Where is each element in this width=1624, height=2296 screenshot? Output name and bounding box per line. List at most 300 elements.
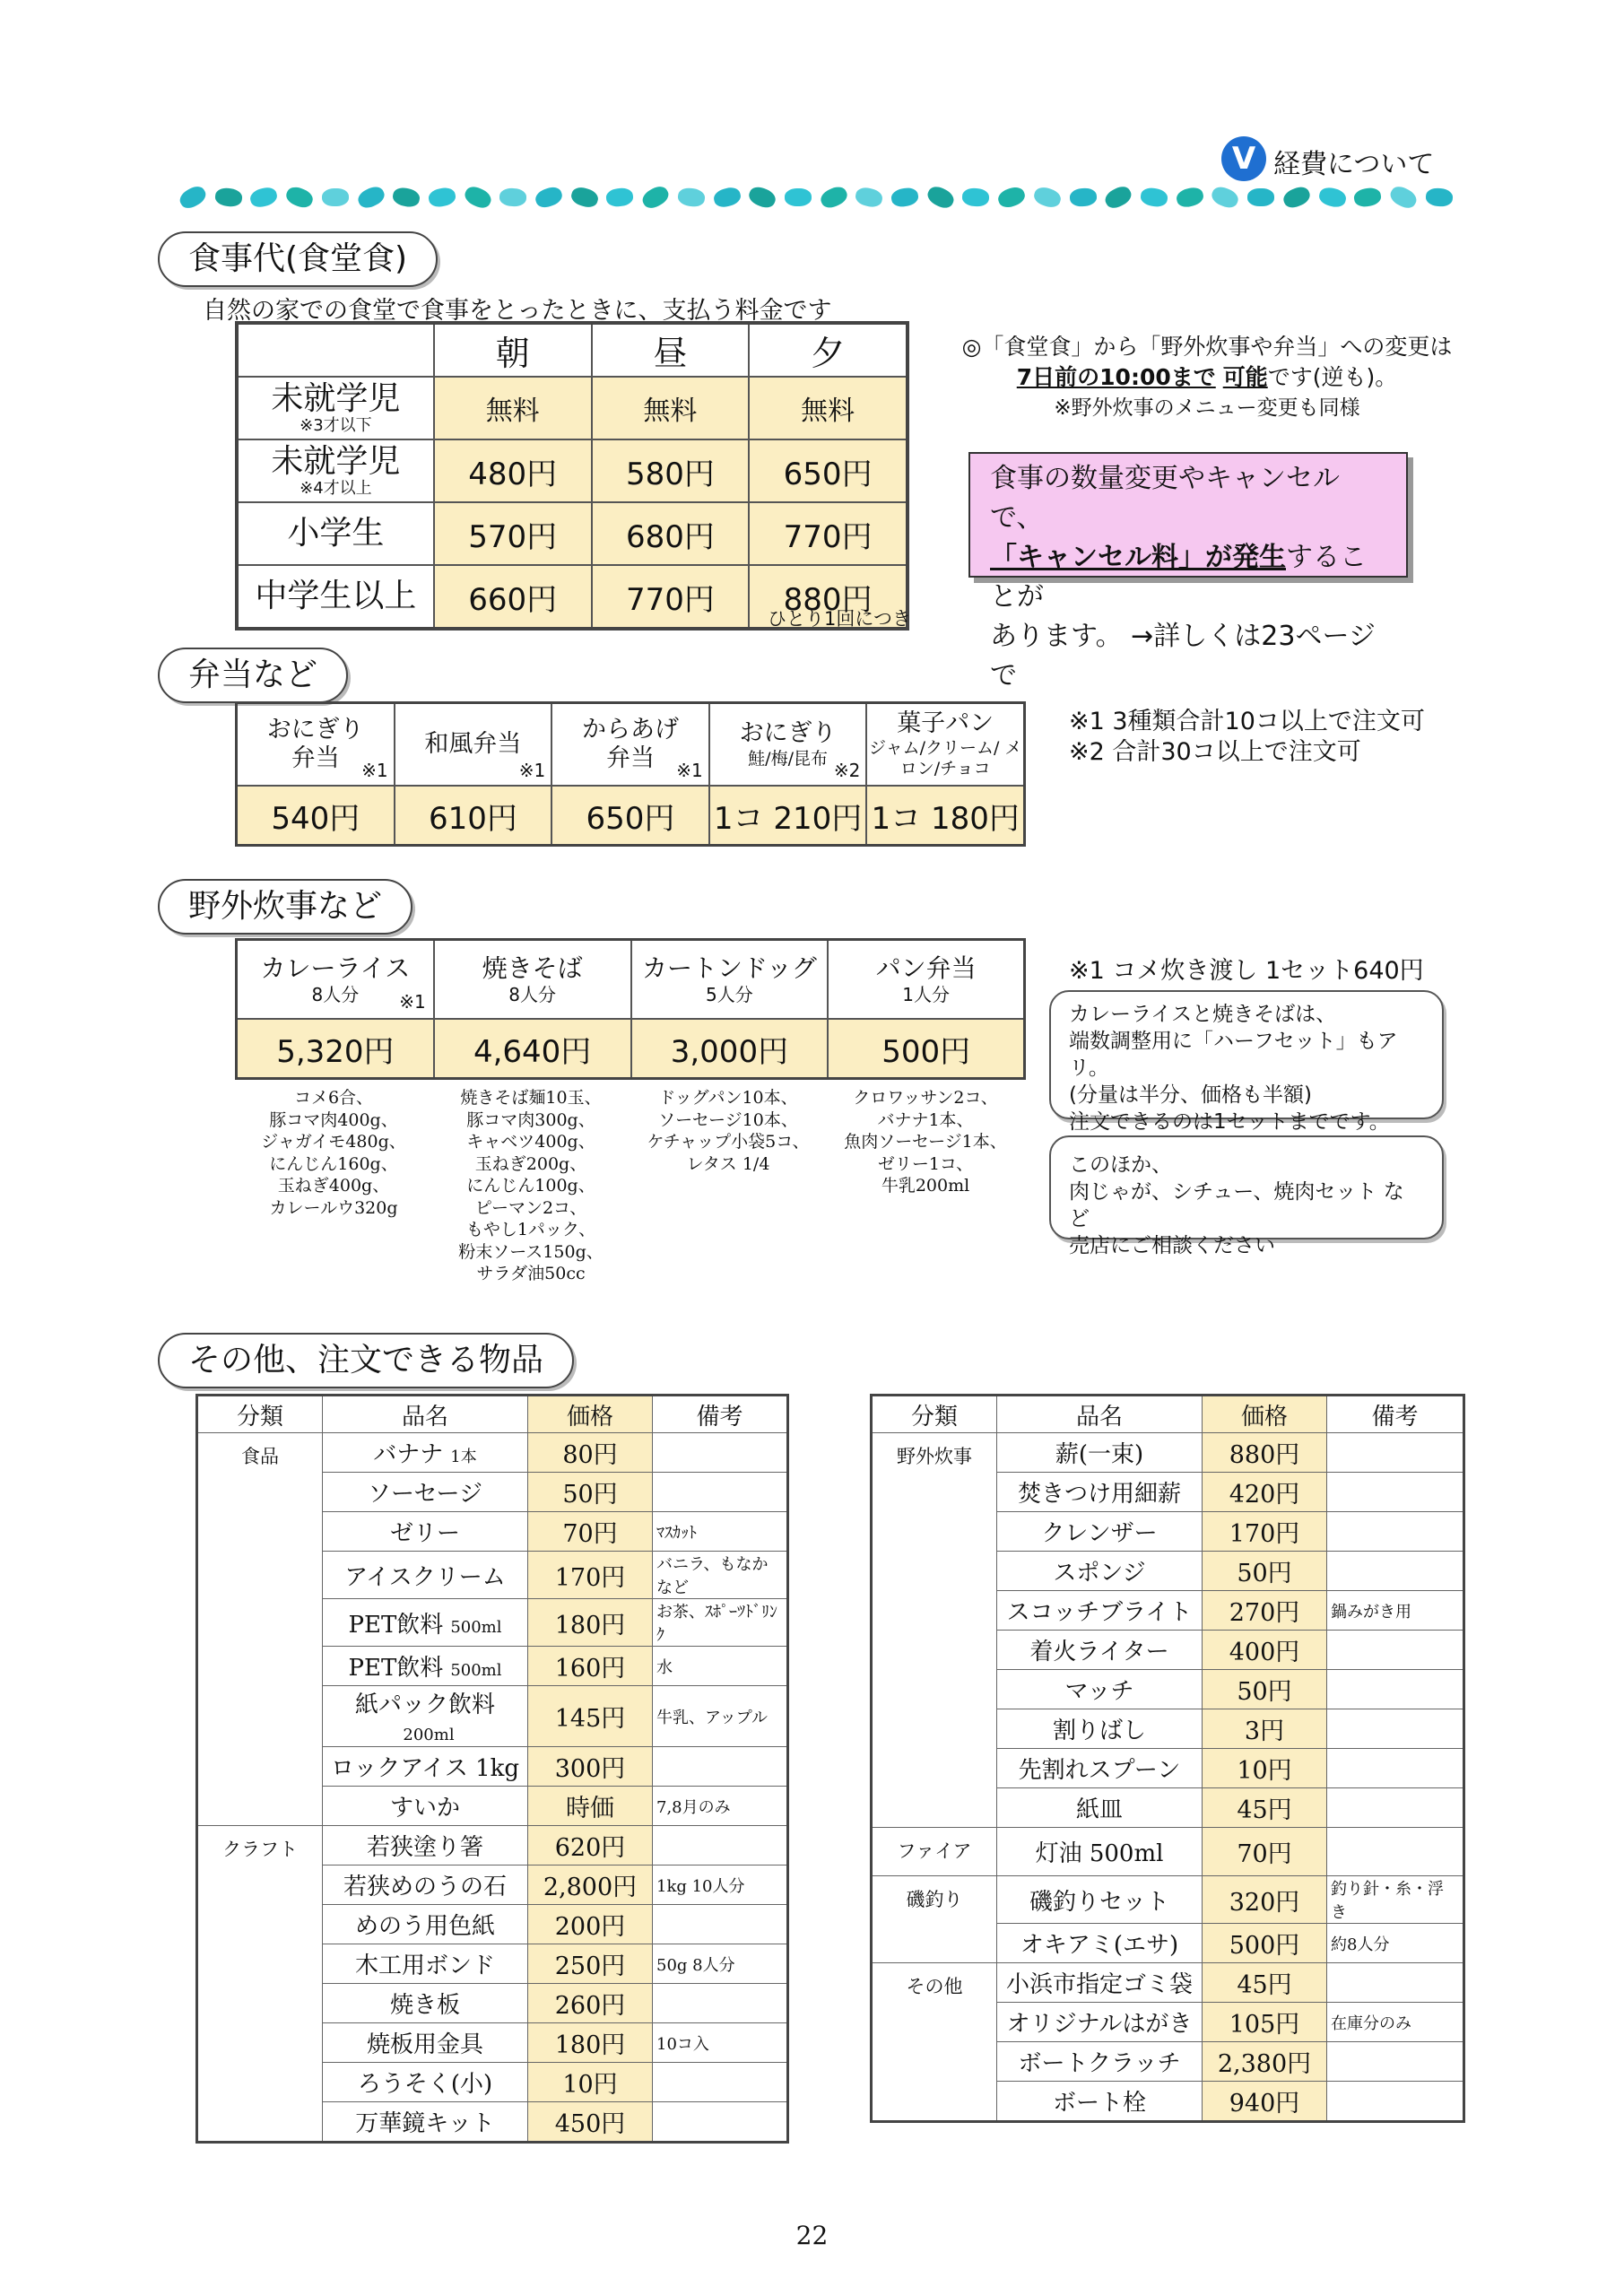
meal-header-blank: [237, 323, 434, 377]
section-title-others: その他、注文できる物品: [158, 1333, 574, 1388]
ingredient-line: ピーマン2コ、: [474, 1197, 587, 1218]
item-name-text: すいか: [389, 1795, 460, 1822]
item-name-text: ソーセージ: [368, 1481, 482, 1508]
item-name: [997, 2082, 1203, 2122]
item-remark: 1kg 10人分: [653, 1866, 788, 1905]
price-cell: 680円: [592, 502, 750, 565]
rice-note: ※1 コメ炊き渡し 1セット640円: [1069, 957, 1424, 985]
column-header: 品名: [323, 1396, 528, 1433]
row-label: 未就学児 ※4才以上: [237, 439, 434, 502]
item-remark: [653, 1826, 788, 1866]
item-name: [997, 1670, 1203, 1709]
price-cell: 480円: [434, 439, 592, 502]
ingredient-line: 牛乳200ml: [881, 1176, 970, 1196]
yagai-price: 4,640円: [434, 1019, 631, 1079]
item-remark: [653, 1905, 788, 1944]
yagai-table: [235, 938, 1026, 1080]
bento-name: おにぎり 鮭/梅/昆布 ※2: [709, 703, 867, 787]
decorative-dot: [711, 185, 742, 209]
column-header: 品名: [997, 1396, 1203, 1433]
item-name-text: アイスクリーム: [344, 1563, 506, 1591]
item-price: 180円: [528, 1599, 653, 1647]
item-name-text: 焼板用金具: [366, 2031, 483, 2058]
item-remark: [653, 2063, 788, 2102]
item-remark: [653, 1473, 788, 1512]
item-price: 50円: [1203, 1670, 1327, 1709]
decorative-dot: [177, 183, 209, 212]
item-remark: [653, 2102, 788, 2143]
item-name: [997, 1749, 1203, 1788]
item-name: [323, 1747, 528, 1787]
item-name-text: 焚きつけ用細薪: [1017, 1481, 1181, 1508]
item-remark: [1327, 1709, 1464, 1749]
change-note-line1: ◎「食堂食」から「野外炊事や弁当」への変更は: [961, 334, 1453, 360]
section-title-bento: 弁当など: [158, 648, 348, 703]
ingredient-line: 豚コマ肉300g、: [466, 1109, 595, 1130]
ingredient-line: 粉末ソース150g、: [458, 1241, 604, 1262]
item-price: 2,380円: [1203, 2042, 1327, 2082]
item-name-text: 紙皿: [1075, 1796, 1123, 1823]
item-name: [323, 1512, 528, 1552]
item-price: 105円: [1203, 2003, 1327, 2042]
decorative-dot: [996, 185, 1028, 211]
decorative-dot: [284, 184, 316, 210]
ingredients-cartondog: [630, 1087, 827, 1175]
ingredient-line: にんじん160g、: [269, 1153, 398, 1174]
item-name-text: 着火ライター: [1029, 1639, 1169, 1665]
half-set-note: [1049, 990, 1444, 1134]
item-name: [997, 1876, 1203, 1924]
decorative-dot: [1210, 184, 1241, 211]
item-name-text: 焼き板: [389, 1992, 460, 2019]
table-row: [872, 1876, 1464, 1924]
yagai-name: カートンドッグ 5人分: [631, 940, 829, 1020]
item-price: 450円: [528, 2102, 653, 2143]
decorative-dot: [890, 187, 920, 209]
ingredient-line: ジャガイモ480g、: [261, 1132, 406, 1152]
item-remark: [653, 1747, 788, 1787]
item-price: 50円: [1203, 1552, 1327, 1591]
item-unit: 1本: [450, 1448, 477, 1466]
ingredients-curry: [235, 1087, 432, 1219]
item-name: [323, 1905, 528, 1944]
decorative-dot: [747, 184, 778, 211]
item-remark: ﾏｽｶｯﾄ: [653, 1512, 788, 1552]
item-remark: [1327, 1670, 1464, 1709]
section-title-meal: 食事代(食堂食): [158, 231, 438, 287]
item-name-text: めのう用色紙: [354, 1913, 495, 1940]
item-name: [323, 2102, 528, 2143]
column-header: 価格: [1203, 1396, 1327, 1433]
box-line: このほか、: [1069, 1153, 1172, 1177]
item-name: [323, 2023, 528, 2063]
column-header: 分類: [197, 1396, 323, 1433]
item-name: [323, 1433, 528, 1473]
item-name: [997, 1828, 1203, 1876]
yagai-price: 500円: [828, 1019, 1024, 1079]
ingredients-pan-bento: [827, 1087, 1024, 1197]
category-cell: 野外炊事: [872, 1433, 997, 1828]
decorative-dot: [1425, 187, 1454, 208]
item-name-text: ボートクラッチ: [1018, 2050, 1181, 2077]
bento-note-2: ※2 合計30コ以上で注文可: [1069, 738, 1361, 766]
item-name-text: 薪(一束): [1055, 1441, 1144, 1468]
ingredient-line: コメ6合、: [293, 1088, 374, 1108]
ingredient-line: バナナ1本、: [877, 1109, 974, 1130]
item-name: [997, 1433, 1203, 1473]
item-name-text: バナナ: [373, 1441, 444, 1468]
price-cell: 770円: [592, 565, 750, 629]
yagai-price: 3,000円: [631, 1019, 829, 1079]
item-price: 940円: [1203, 2082, 1327, 2122]
decorative-dot: [854, 186, 884, 209]
item-price: 270円: [1203, 1591, 1327, 1631]
bento-name: おにぎり 弁当 ※1: [237, 703, 395, 787]
item-name: [323, 1984, 528, 2023]
item-price: 620円: [528, 1826, 653, 1866]
change-note-line3: ※野外炊事のメニュー変更も同様: [1054, 396, 1360, 420]
item-price: 45円: [1203, 1963, 1327, 2003]
item-name-text: 磯釣りセット: [1029, 1888, 1169, 1916]
box-line: 肉じゃが、シチュー、焼肉セット など: [1069, 1180, 1404, 1231]
decorative-dot: [785, 188, 812, 207]
table-row: [872, 1828, 1464, 1876]
yagai-name: カレーライス 8人分 ※1: [237, 940, 434, 1020]
yagai-name: パン弁当 1人分: [828, 940, 1024, 1020]
ingredient-line: カレールウ320g: [269, 1197, 398, 1218]
item-name-text: ろうそく(小): [357, 2071, 493, 2098]
price-cell: 580円: [592, 439, 750, 502]
item-remark: 50g 8人分: [653, 1944, 788, 1984]
item-price: 50円: [528, 1473, 653, 1512]
box-line: カレーライスと焼きそばは、: [1069, 1003, 1337, 1026]
meal-price-table: [235, 321, 909, 631]
decorative-dot: [355, 184, 387, 212]
price-cell: 880円: [749, 565, 908, 629]
price-cell: 無料: [592, 377, 750, 439]
item-name: [997, 1591, 1203, 1631]
page-number: 22: [795, 2221, 829, 2250]
cancel-line1: 食事の数量変更やキャンセルで、: [990, 463, 1340, 534]
change-possible: 可能: [1222, 364, 1268, 390]
ingredient-line: ケチャップ小袋5コ、: [647, 1132, 810, 1152]
box-line: 注文できるのは1セットまでです。: [1069, 1110, 1390, 1134]
category-cell: 磯釣り: [872, 1876, 997, 1963]
item-price: 250円: [528, 1944, 653, 1984]
bento-price: 650円: [551, 786, 709, 846]
decorative-dot: [1353, 187, 1383, 208]
item-price: 500円: [1203, 1924, 1327, 1963]
other-sets-note: [1049, 1135, 1444, 1257]
cancel-notice: [968, 452, 1408, 691]
item-remark: 10コ入: [653, 2023, 788, 2063]
item-name: [323, 1647, 528, 1686]
section-title-yagai: 野外炊事など: [158, 879, 413, 935]
decorative-dot: [321, 187, 349, 206]
item-name-text: スコッチブライト: [1006, 1599, 1193, 1626]
decorative-dot: [818, 184, 850, 211]
column-header: 分類: [872, 1396, 997, 1433]
item-price: 300円: [528, 1747, 653, 1787]
ingredient-line: にんじん100g、: [466, 1176, 595, 1196]
item-name: [997, 1552, 1203, 1591]
category-cell: その他: [872, 1963, 997, 2122]
table-row: [197, 1433, 788, 1473]
item-price: 320円: [1203, 1876, 1327, 1924]
item-name-text: 木工用ボンド: [354, 1952, 495, 1979]
item-name: [323, 1787, 528, 1826]
decorative-dot: [569, 185, 600, 210]
bento-price: 540円: [237, 786, 395, 846]
item-price: 45円: [1203, 1788, 1327, 1828]
item-price: 180円: [528, 2023, 653, 2063]
table-row: [197, 1826, 788, 1866]
item-name: [997, 2042, 1203, 2082]
item-name: [997, 1788, 1203, 1828]
item-name: [323, 1473, 528, 1512]
price-cell: 660円: [434, 565, 592, 629]
item-name-text: ゼリー: [389, 1520, 460, 1547]
per-person-note: ひとり1回につき: [768, 608, 911, 630]
item-price: 200円: [528, 1905, 653, 1944]
item-price: 170円: [528, 1552, 653, 1599]
item-price: 260円: [528, 1984, 653, 2023]
decorative-dot: [462, 183, 494, 211]
bento-price: 1コ 210円: [709, 786, 867, 846]
decorative-dot: [962, 187, 990, 207]
item-remark: [1327, 1473, 1464, 1512]
col-dinner: 夕: [749, 323, 908, 377]
item-name: [997, 2003, 1203, 2042]
item-price: 420円: [1203, 1473, 1327, 1512]
item-name-text: スポンジ: [1053, 1560, 1146, 1587]
decorative-dot: [391, 186, 421, 209]
decorative-dot: [499, 187, 527, 207]
item-name: [323, 1826, 528, 1866]
item-remark: [1327, 2042, 1464, 2082]
ingredient-line: 玉ねぎ200g、: [474, 1153, 587, 1174]
price-cell: 無料: [434, 377, 592, 439]
ingredient-line: 魚肉ソーセージ1本、: [844, 1132, 1007, 1152]
bento-table: [235, 701, 1026, 847]
item-name: [997, 1709, 1203, 1749]
row-label: 未就学児 ※3才以下: [237, 377, 434, 439]
item-remark: [1327, 1828, 1464, 1876]
item-name: [997, 1512, 1203, 1552]
chapter-badge: V: [1221, 136, 1266, 181]
item-unit: 500ml: [450, 1661, 502, 1680]
bento-name: 和風弁当 ※1: [395, 703, 552, 787]
decorative-dot: [677, 187, 706, 208]
price-cell: 650円: [749, 439, 908, 502]
item-name: [323, 1866, 528, 1905]
item-remark: 約8人分: [1327, 1924, 1464, 1963]
bento-note-1: ※1 3種類合計10コ以上で注文可: [1069, 708, 1425, 735]
item-price: 70円: [1203, 1828, 1327, 1876]
decorative-dot: [639, 183, 672, 212]
ingredient-line: 焼きそば麺10玉、: [460, 1088, 602, 1108]
box-line: (分量は半分、価格も半額): [1069, 1083, 1312, 1107]
item-remark: 水: [653, 1647, 788, 1686]
price-cell: 無料: [749, 377, 908, 439]
ingredients-yakisoba: [432, 1087, 630, 1285]
item-name: [323, 1686, 528, 1747]
meal-description: 自然の家での食堂で食事をとったときに、支払う料金です: [203, 297, 832, 325]
item-price: 3円: [1203, 1709, 1327, 1749]
item-remark: [1327, 1963, 1464, 2003]
decorative-dot: [427, 186, 456, 208]
bento-name: 菓子パン ジャム/クリーム/ メロン/チョコ: [866, 703, 1024, 787]
price-cell: 770円: [749, 502, 908, 565]
decorative-dot: [1387, 183, 1420, 212]
category-cell: 食品: [197, 1433, 323, 1826]
cancel-line3: あります。 →詳しくは23ページで: [990, 621, 1376, 691]
goods-table-left: [195, 1394, 789, 2144]
column-header: 価格: [528, 1396, 653, 1433]
ingredient-line: ドッグパン10本、: [658, 1088, 798, 1108]
item-remark: [1327, 1552, 1464, 1591]
ingredient-line: サラダ油50cc: [476, 1264, 586, 1283]
item-remark: [1327, 1433, 1464, 1473]
decorative-dot: [1281, 184, 1312, 211]
decorative-dot: [1140, 187, 1169, 208]
ingredient-line: もやし1パック、: [465, 1220, 596, 1239]
cancel-line2: [990, 538, 1386, 617]
bento-notes: [1069, 707, 1425, 768]
item-unit: 500ml: [450, 1617, 502, 1637]
bento-name: からあげ 弁当 ※1: [551, 703, 709, 787]
col-lunch: 昼: [592, 323, 750, 377]
item-name-text: PET飲料: [348, 1655, 444, 1682]
item-remark: 釣り針・糸・浮き: [1327, 1876, 1464, 1924]
item-name: [323, 1944, 528, 1984]
decorative-dot: [248, 185, 279, 209]
decorative-dot: [1247, 188, 1274, 206]
decorative-dot: [925, 183, 957, 211]
decorative-dot: [1069, 187, 1098, 208]
ingredient-line: キャベツ400g、: [466, 1132, 595, 1152]
change-deadline: 7日前の10:00まで: [1016, 364, 1216, 390]
item-remark: [1327, 1512, 1464, 1552]
item-remark: 牛乳、アップル: [653, 1686, 788, 1747]
item-unit: 200ml: [403, 1726, 455, 1744]
box-line: 端数調整用に「ハーフセット」もアリ。: [1069, 1030, 1398, 1080]
table-row: [872, 1433, 1464, 1473]
item-name: [323, 1599, 528, 1647]
ingredient-line: レタス 1/4: [686, 1153, 770, 1174]
item-price: 80円: [528, 1433, 653, 1473]
item-name-text: 灯油 500ml: [1035, 1840, 1164, 1867]
change-note: [956, 332, 1458, 423]
item-name-text: 割りばし: [1052, 1718, 1146, 1744]
item-name-text: 若狭めのうの石: [343, 1874, 507, 1900]
item-remark: 7,8月のみ: [653, 1787, 788, 1826]
item-remark: [653, 1984, 788, 2023]
change-note-tail: です(逆も)。: [1267, 364, 1398, 390]
item-remark: [1327, 2082, 1464, 2122]
item-name-text: オリジナルはがき: [1006, 2011, 1193, 2038]
column-header: 備考: [1327, 1396, 1464, 1433]
item-name-text: 先割れスプーン: [1018, 1757, 1181, 1784]
decorative-dot: [1032, 185, 1064, 210]
decorative-dot: [1317, 186, 1348, 210]
item-name-text: 小浜市指定ゴミ袋: [1005, 1971, 1193, 1998]
item-remark: 在庫分のみ: [1327, 2003, 1464, 2042]
item-remark: 鍋みがき用: [1327, 1591, 1464, 1631]
decorative-dots: [179, 179, 1453, 215]
item-name: [997, 1963, 1203, 2003]
chapter-title: 経費について: [1273, 149, 1435, 180]
item-name-text: ロックアイス 1kg: [330, 1755, 520, 1782]
yagai-price: 5,320円: [237, 1019, 434, 1079]
item-name-text: 万華鏡キット: [355, 2110, 495, 2137]
item-price: 880円: [1203, 1433, 1327, 1473]
item-remark: [1327, 1788, 1464, 1828]
item-price: 145円: [528, 1686, 653, 1747]
item-price: 10円: [1203, 1749, 1327, 1788]
item-name: [323, 1552, 528, 1599]
item-price: 160円: [528, 1647, 653, 1686]
decorative-dot: [1175, 186, 1205, 210]
item-name-text: マッチ: [1064, 1678, 1134, 1705]
item-remark: [1327, 1749, 1464, 1788]
item-price: 400円: [1203, 1631, 1327, 1670]
item-price: 170円: [1203, 1512, 1327, 1552]
column-header: 備考: [653, 1396, 788, 1433]
ingredient-line: 豚コマ肉400g、: [269, 1109, 398, 1130]
goods-table-right: [870, 1394, 1465, 2123]
decorative-dot: [214, 187, 243, 208]
item-remark: [653, 1433, 788, 1473]
item-remark: バニラ、もなかなど: [653, 1552, 788, 1599]
item-remark: お茶、ｽﾎﾟｰﾂﾄﾞﾘﾝｸ: [653, 1599, 788, 1647]
item-price: 時価: [528, 1787, 653, 1826]
cancel-fee: 「キャンセル料」が発生: [990, 542, 1286, 573]
bento-price: 1コ 180円: [866, 786, 1024, 846]
decorative-dot: [534, 184, 565, 210]
item-name: [323, 2063, 528, 2102]
ingredient-line: ゼリー1コ、: [877, 1153, 974, 1174]
item-price: 70円: [528, 1512, 653, 1552]
col-breakfast: 朝: [434, 323, 592, 377]
row-label: 小学生: [237, 502, 434, 565]
item-price: 2,800円: [528, 1866, 653, 1905]
category-cell: ファイア: [872, 1828, 997, 1876]
box-line: 売店にご相談ください: [1069, 1234, 1275, 1257]
item-name-text: ボート栓: [1052, 2090, 1146, 2117]
item-name-text: PET飲料: [348, 1611, 444, 1639]
item-name-text: クレンザー: [1041, 1520, 1158, 1547]
item-name: [997, 1924, 1203, 1963]
ingredient-line: 玉ねぎ400g、: [277, 1176, 390, 1196]
decorative-dot: [605, 187, 634, 207]
change-note-line2: [956, 362, 1458, 393]
item-name-text: 紙パック飲料: [354, 1692, 495, 1718]
category-cell: クラフト: [197, 1826, 323, 2143]
row-label: 中学生以上: [237, 565, 434, 629]
item-name-text: オキアミ(エサ): [1020, 1932, 1179, 1959]
yagai-name: 焼きそば 8人分: [434, 940, 631, 1020]
item-price: 10円: [528, 2063, 653, 2102]
bento-price: 610円: [395, 786, 552, 846]
cancel-line2-tail: することが: [990, 542, 1367, 613]
price-cell: 570円: [434, 502, 592, 565]
ingredient-line: クロワッサン2コ、: [853, 1088, 998, 1108]
item-name: [997, 1631, 1203, 1670]
decorative-dot: [1102, 183, 1134, 212]
item-name-text: 若狭塗り箸: [366, 1834, 483, 1861]
ingredient-line: ソーセージ10本、: [658, 1109, 798, 1130]
